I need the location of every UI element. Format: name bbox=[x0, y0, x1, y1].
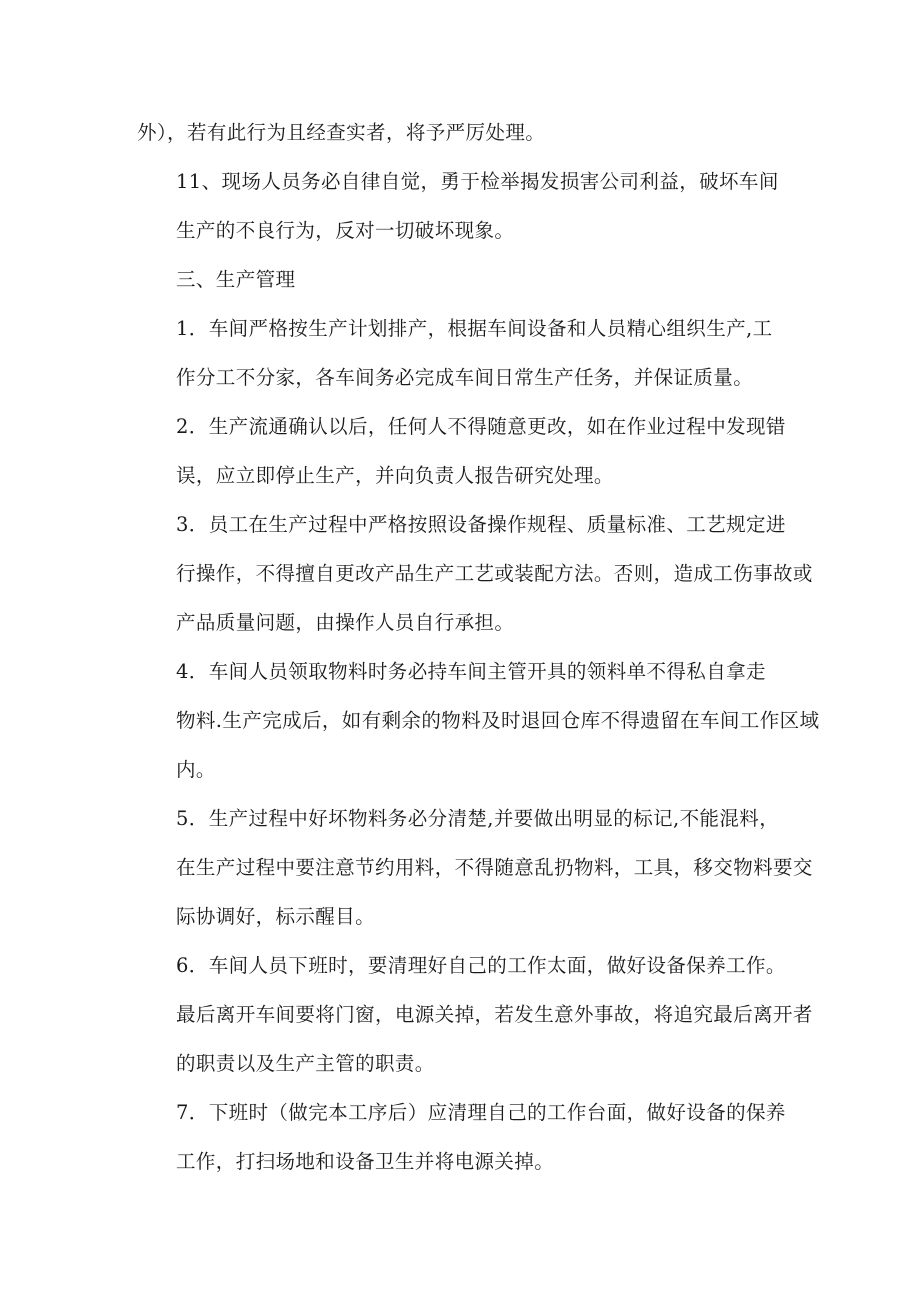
text-line: 5．生产过程中好坏物料务必分清楚,并要做出明显的标记,不能混料， bbox=[176, 807, 780, 830]
paragraph-item-4 bbox=[137, 647, 820, 794]
text-line: 际协调好，标示醒目。 bbox=[176, 905, 376, 928]
text-line: 的职责以及生产主管的职责。 bbox=[176, 1052, 435, 1075]
document-body bbox=[137, 108, 820, 1186]
text-line: 3．员工在生产过程中严格按照设备操作规程、质量标准、工艺规定进 bbox=[176, 513, 786, 536]
text-line: 误，应立即停止生产，并向负责人报告研究处理。 bbox=[176, 464, 614, 487]
text-line: 三、生产管理 bbox=[176, 268, 296, 291]
text-line: 最后离开车间要将门窗，电源关掉，若发生意外事故，将追究最后离开者 bbox=[176, 1003, 813, 1026]
text-line: 物料.生产完成后，如有剩余的物料及时退回仓库不得遗留在车间工作区域 bbox=[176, 709, 820, 732]
text-line: 6．车间人员下班时，要清理好自己的工作太面，做好设备保养工作。 bbox=[176, 954, 786, 977]
paragraph-continuation bbox=[137, 108, 801, 157]
text-line: 1．车间严格按生产计划排产，根据车间设备和人员精心组织生产,工 bbox=[176, 317, 773, 340]
paragraph-item-1 bbox=[137, 304, 801, 402]
text-line: 2．生产流通确认以后，任何人不得随意更改，如在作业过程中发现错 bbox=[176, 415, 786, 438]
text-line: 4．车间人员领取物料时务必持车间主管开具的领料单不得私自拿走 bbox=[176, 660, 766, 683]
text-line: 7．下班时（做完本工序后）应清理自己的工作台面，做好设备的保养 bbox=[176, 1101, 786, 1124]
text-line: 内。 bbox=[176, 758, 216, 781]
text-line: 生产的不良行为，反对一切破坏现象。 bbox=[176, 219, 515, 242]
section-heading-production-management bbox=[137, 255, 801, 304]
paragraph-item-6 bbox=[137, 941, 813, 1088]
text-line: 工作，打扫场地和设备卫生并将电源关掉。 bbox=[176, 1150, 555, 1173]
text-line: 在生产过程中要注意节约用料，不得随意乱扔物料，工具，移交物料要交 bbox=[176, 856, 813, 879]
paragraph-item-2 bbox=[137, 402, 801, 500]
paragraph-item-11 bbox=[137, 157, 801, 255]
paragraph-item-7 bbox=[137, 1088, 801, 1186]
text-line: 作分工不分家，各车间务必完成车间日常生产任务，并保证质量。 bbox=[176, 366, 754, 389]
text-line: 外），若有此行为且经查实者，将予严厉处理。 bbox=[137, 121, 546, 144]
paragraph-item-5 bbox=[137, 794, 813, 941]
text-line: 产品质量问题，由操作人员自行承担。 bbox=[176, 611, 515, 634]
paragraph-item-3 bbox=[137, 500, 813, 647]
text-line: 行操作，不得擅自更改产品生产工艺或装配方法。否则，造成工伤事故或 bbox=[176, 562, 813, 585]
text-line: 11、现场人员务必自律自觉，勇于检举揭发损害公司利益，破坏车间 bbox=[176, 170, 779, 193]
